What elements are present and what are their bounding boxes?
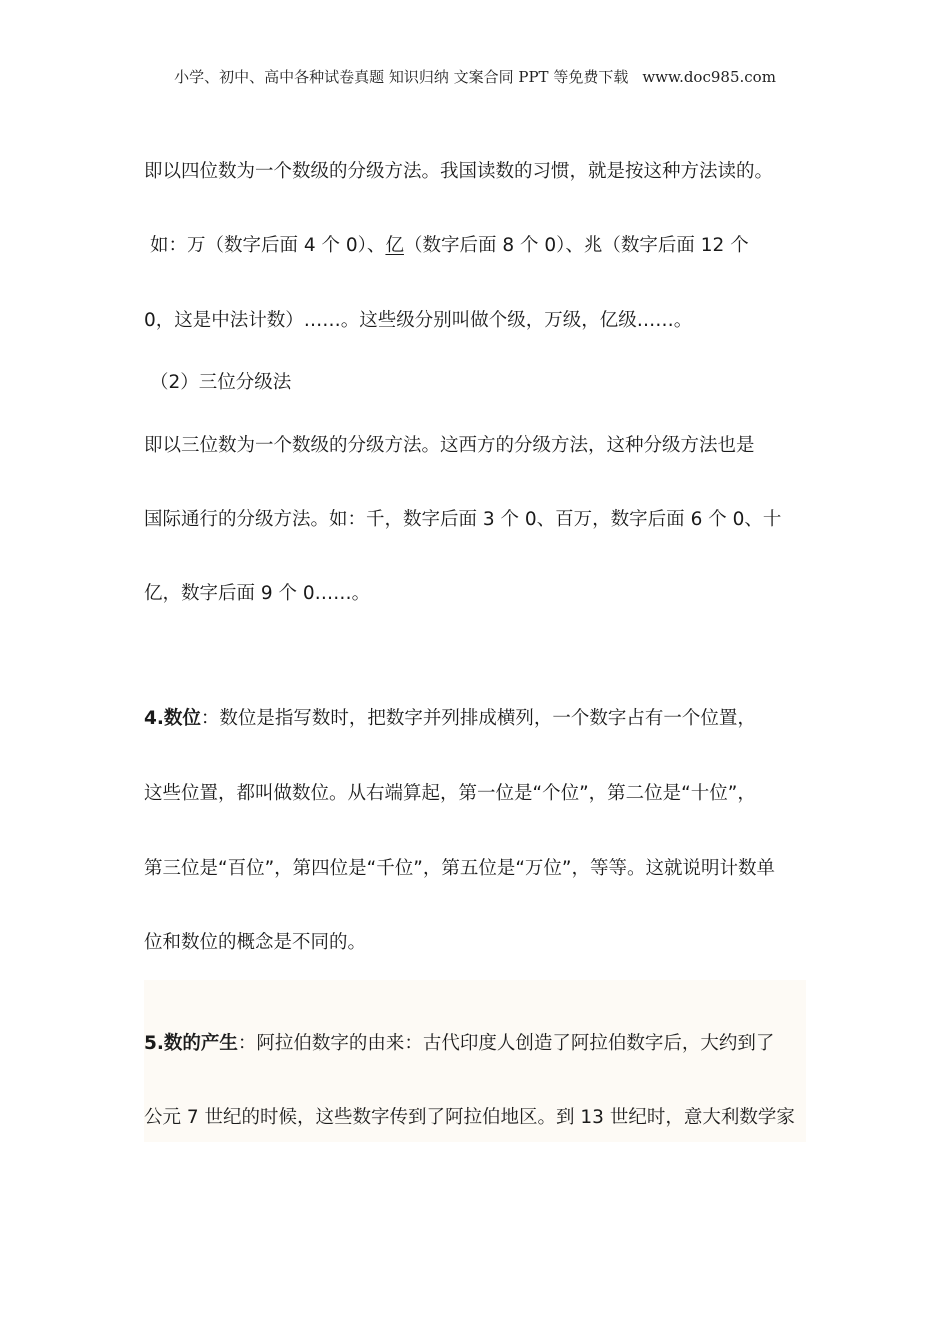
- page-header: [0, 66, 950, 87]
- section-5-line-1: [144, 1030, 806, 1058]
- example-text-a: 如：万（数字后面 4 个 0）、: [150, 235, 386, 256]
- section-4-line-3: 第三位是“百位”，第四位是“千位”，第五位是“万位”，等等。这就说明计数单: [144, 858, 776, 879]
- heading-three-digit: （2）三位分级法: [150, 372, 292, 393]
- header-text: 小学、初中、高中各种试卷真题 知识归纳 文案合同 PPT 等免费下载: [174, 68, 629, 86]
- paragraph-three-digit-line-3: 亿，数字后面 9 个 0……。: [144, 583, 371, 604]
- section-4-line-4: 位和数位的概念是不同的。: [144, 932, 367, 953]
- paragraph-three-digit-line-2: 国际通行的分级方法。如：千，数字后面 3 个 0、百万，数字后面 6 个 0、十: [144, 509, 782, 530]
- example-text-b: （数字后面 8 个 0）、兆（数字后面 12 个: [403, 235, 749, 256]
- paragraph-example-line-1: [150, 232, 812, 260]
- section-4-line-2: 这些位置，都叫做数位。从右端算起，第一位是“个位”，第二位是“十位”，: [144, 783, 756, 804]
- section-5-line-2: 公元 7 世纪的时候，这些数字传到了阿拉伯地区。到 13 世纪时，意大利数学家: [144, 1107, 795, 1128]
- paragraph-example-line-2: 0，这是中法计数）……。这些级分别叫做个级，万级，亿级……。: [144, 310, 693, 331]
- section-5-title: 5.数的产生: [144, 1033, 238, 1054]
- section-4-line-1: [144, 705, 806, 733]
- paragraph-three-digit-line-1: 即以三位数为一个数级的分级方法。这西方的分级方法，这种分级方法也是: [144, 435, 755, 456]
- section-4-text: ：数位是指写数时，把数字并列排成横列，一个数字占有一个位置，: [200, 708, 756, 729]
- example-underlined-yi: 亿: [385, 235, 404, 256]
- header-url: www.doc985.com: [642, 68, 776, 86]
- paragraph-four-digit-line-1: 即以四位数为一个数级的分级方法。我国读数的习惯，就是按这种方法读的。: [144, 161, 774, 182]
- section-5-text: ：阿拉伯数字的由来：古代印度人创造了阿拉伯数字后，大约到了: [237, 1033, 775, 1054]
- section-4-title: 4.数位: [144, 708, 201, 729]
